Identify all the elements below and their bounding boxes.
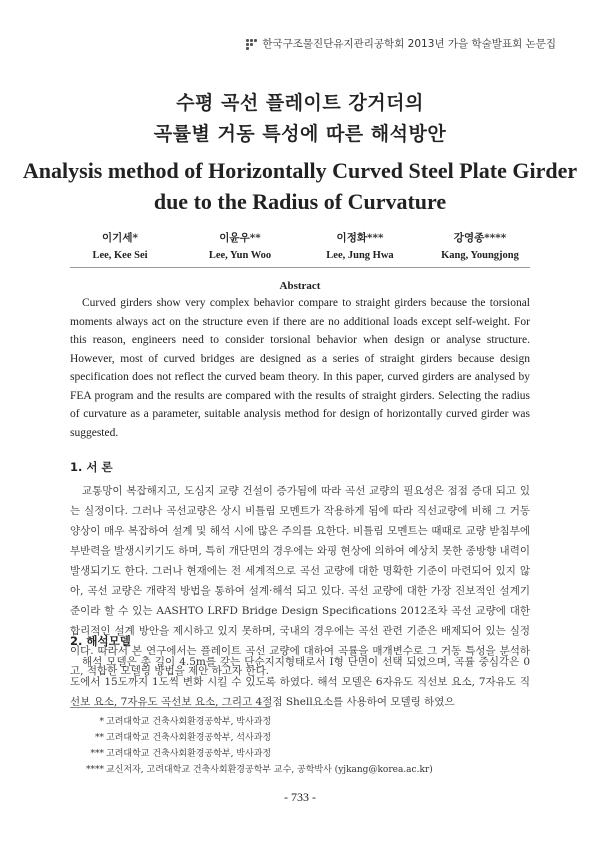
- abstract-heading: Abstract: [279, 280, 321, 292]
- author-name-english: Lee, Yun Woo: [208, 250, 272, 261]
- footnote-marker: ****: [86, 765, 104, 775]
- author-name-english: Kang, Youngjong: [441, 250, 519, 261]
- conference-logo-icon: [246, 39, 258, 49]
- author-name-korean: 이정화***: [336, 232, 384, 244]
- footnote: [84, 762, 524, 778]
- section-body-introduction: 교통망이 복잡해지고, 도심지 교량 건설이 증가됨에 따라 곡선 교량의 필요성은 점점 증대 되고 있는 실정이다. 그러나 곡선교량은 상시 비틀림 모멘트가 작용하게 됨에 따라 직선교량에 비해 그 거동 양상이 매우 복잡하여 설계 및 해석 시에 많은 주의를 요한다. 비틀림 모멘트는 때때로 교량 받침부에 부반력을 발생시키기도 하며, 특히 개단면의 경우에는 와핑 현상에 의하여 예상치 못한 종방향 내력이 발생되기도 한다. 그러나 현재에는 전 세계적으로 곡선 교량에 대한 명확한 기준이 마련되어 있지 않아, 곡선 교량은 개략적 방법을 통하여 설계·해석 되고 있다. 곡선 교량에 대한 가장 진보적인 설계기준이라 할 수 있는 AASHTO LRFD Bridge Design Specifications 2012조차 곡선 교량에 대한 합리적인 설계 방안을 제시하고 있지 못하며, 국내의 경우에는 곡선 관련 기준은 배제되어 있는 실정이다. 따라서 본 연구에서는 플레이트 곡선 교량에 대하여 곡률을 매개변수로 그 거동 특성을 분석하고, 적합한 모델링 방법을 제안 하고자 한다.: [70, 485, 530, 677]
- page-number: - 733 -: [284, 790, 316, 804]
- footnote-marker: *: [99, 717, 104, 727]
- section-heading-introduction: 1. 서 론: [70, 460, 113, 474]
- title-korean-line2: 곡률별 거동 특성에 따른 해석방안: [153, 123, 447, 145]
- title-korean-line1: 수평 곡선 플레이트 강거더의: [176, 92, 424, 114]
- author: [300, 230, 420, 264]
- title-korean: [0, 88, 600, 150]
- footnote-marker: **: [95, 733, 104, 743]
- author: [420, 230, 540, 264]
- title-english: [0, 155, 600, 217]
- author-name-english: Lee, Jung Hwa: [326, 250, 394, 261]
- footnote-marker: ***: [90, 749, 104, 759]
- author-name-english: Lee, Kee Sei: [92, 250, 148, 261]
- footnote-text: 고려대학교 건축사회환경공학부, 박사과정: [106, 749, 272, 759]
- footnote: [84, 714, 524, 730]
- author-list: [60, 230, 540, 264]
- author-name-korean: 강영종****: [453, 232, 507, 244]
- title-english-line1: Analysis method of Horizontally Curved Steel Plate Girder: [22, 158, 578, 183]
- title-english-line2: due to the Radius of Curvature: [153, 189, 447, 214]
- footnote-text: 고려대학교 건축사회환경공학부, 석사과정: [106, 733, 272, 743]
- footnotes: [84, 714, 524, 778]
- footnote-text: 교신저자, 고려대학교 건축사회환경공학부 교수, 공학박사 (yjkang@korea.ac.kr): [106, 765, 433, 775]
- conference-name: 한국구조물진단유지관리공학회 2013년 가을 학술발표회 논문집: [262, 38, 556, 50]
- footnote-text: 고려대학교 건축사회환경공학부, 박사과정: [106, 717, 272, 727]
- footnote: [84, 730, 524, 746]
- author-divider: [70, 267, 530, 268]
- section-heading-analysis-model: 2. 해석모델: [70, 634, 131, 648]
- author: [180, 230, 300, 264]
- author-name-korean: 이기세*: [102, 232, 138, 244]
- author: [60, 230, 180, 264]
- section-body-analysis-model: 해석 모델은 총 길이 4.5m를 갖는 단순지지형태로서 I형 단면이 선택 되었으며, 곡률 중심각은 0도에서 15도까지 1도씩 변화 시킬 수 있도록 하였다. 해석 모델은 6자유도 직선보 요소, 7자유도 직선보 요소, 7자유도 곡선보 요소, 그리고 4절점 Shell요소를 사용하여 모델링 하였으: [70, 656, 530, 708]
- footnote: [84, 746, 524, 762]
- conference-header: [246, 36, 556, 51]
- footnote-divider: [70, 707, 270, 708]
- author-name-korean: 이윤우**: [219, 232, 261, 244]
- abstract-text: Curved girders show very complex behavior compare to straight girders because the torsional moments always act on the structure even if there are no additional loads except self-weight. For this reason, engineers need to consider torsional behavior when design or analyse structure. However, most of curved bridges are designed as a series of straight girders because design specification does not reflect the curved beam theory. In this paper, curved girders are analysed by FEA program and the results are compared with the results of straight girders. Selecting the radius of curvature as a parameter, suitable analysis method for design of horizontally curved girder was suggested.: [70, 297, 530, 439]
